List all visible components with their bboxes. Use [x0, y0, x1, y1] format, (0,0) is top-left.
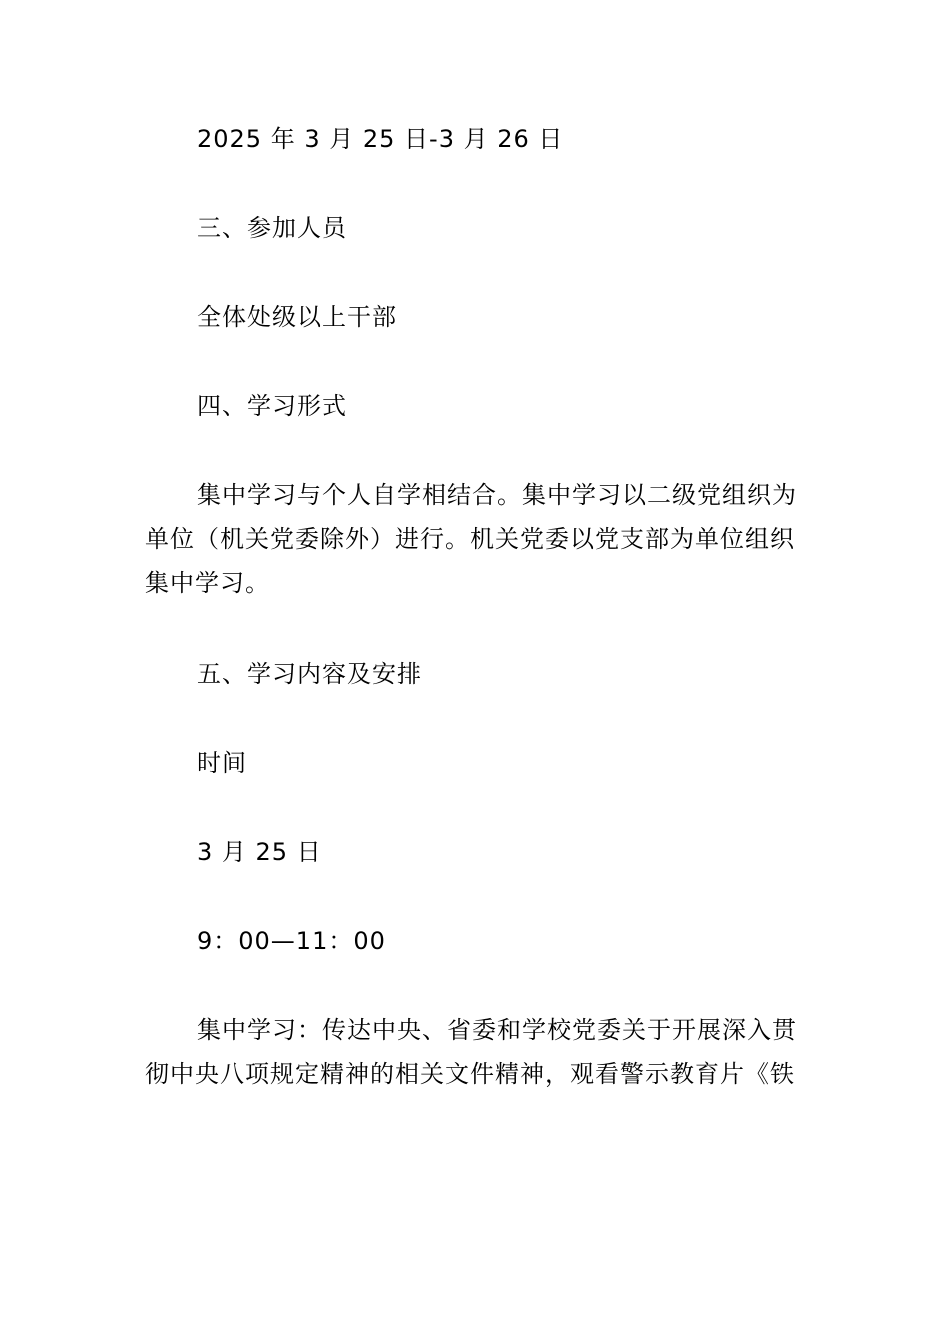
date-text: 3 月 25 日	[197, 838, 322, 866]
section-heading-participants: 三、参加人员	[197, 214, 347, 242]
section-heading-content: 五、学习内容及安排	[197, 660, 422, 688]
time-slot-text: 9：00—11：00	[197, 927, 386, 955]
participants-text: 全体处级以上干部	[197, 303, 397, 331]
date-range-text: 2025 年 3 月 25 日-3 月 26 日	[197, 125, 564, 153]
time-label: 时间	[197, 749, 247, 777]
section-heading-format: 四、学习形式	[197, 392, 347, 420]
content-paragraph: 集中学习：传达中央、省委和学校党委关于开展深入贯彻中央八项规定精神的相关文件精神，观看警示教育片《铁	[145, 1016, 797, 1088]
format-paragraph: 集中学习与个人自学相结合。集中学习以二级党组织为单位（机关党委除外）进行。机关党委以党支部为单位组织集中学习。	[145, 481, 797, 597]
